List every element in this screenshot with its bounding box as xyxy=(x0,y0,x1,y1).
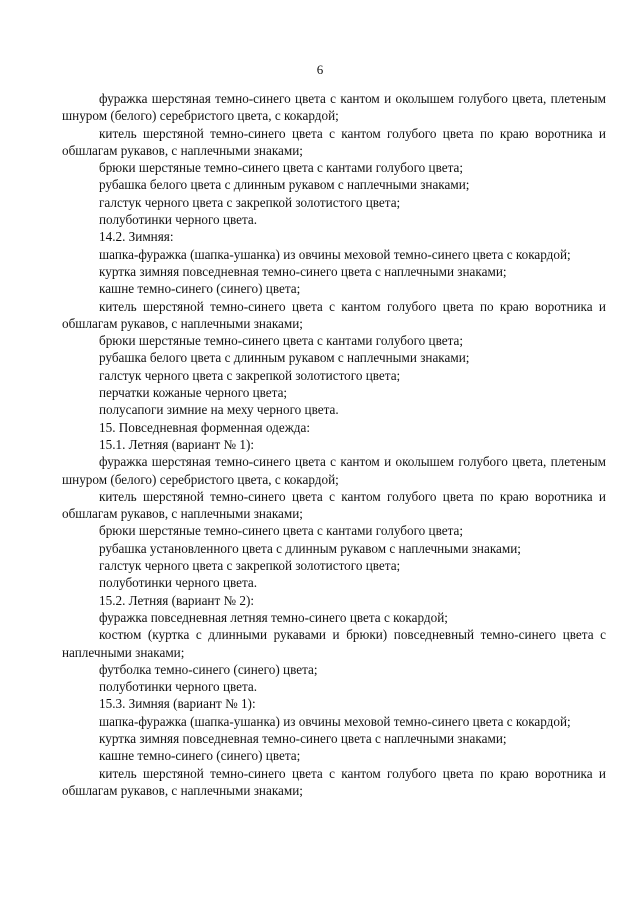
paragraph: фуражка шерстяная темно-синего цвета с кантом и околышем голубого цвета, плетеным шнуром (белого) серебристого цвета, с кокардой; xyxy=(62,454,606,487)
paragraph: полуботинки черного цвета. xyxy=(99,212,258,228)
paragraph: рубашка белого цвета с длинным рукавом с наплечными знаками; xyxy=(99,177,470,193)
paragraph: куртка зимняя повседневная темно-синего цвета с наплечными знаками; xyxy=(99,730,507,746)
paragraph: костюм (куртка с длинными рукавами и брюки) повседневный темно-синего цвета с наплечными знаками; xyxy=(62,627,606,660)
paragraph: китель шерстяной темно-синего цвета с кантом голубого цвета по краю воротника и обшлагам рукавов, с наплечными знаками; xyxy=(62,488,606,522)
paragraph: китель шерстяной темно-синего цвета с кантом голубого цвета по краю воротника и обшлагам рукавов, с наплечными знаками; xyxy=(62,298,606,331)
paragraph: куртка зимняя повседневная темно-синего цвета с наплечными знаками; xyxy=(99,263,507,279)
document-body xyxy=(62,90,606,799)
paragraph: фуражка повседневная летняя темно-синего цвета с кокардой; xyxy=(99,609,448,625)
paragraph: китель шерстяной темно-синего цвета с кантом голубого цвета по краю воротника и обшлагам рукавов, с наплечными знаками; xyxy=(62,125,606,158)
paragraph: рубашка белого цвета с длинным рукавом с наплечными знаками; xyxy=(99,350,470,366)
paragraph: перчатки кожаные черного цвета; xyxy=(99,385,288,401)
paragraph: кашне темно-синего (синего) цвета; xyxy=(99,748,301,764)
paragraph: галстук черного цвета с закрепкой золотистого цвета; xyxy=(99,194,401,210)
paragraph: шапка-фуражка (шапка-ушанка) из овчины меховой темно-синего цвета с кокардой; xyxy=(99,246,571,262)
paragraph: рубашка установленного цвета с длинным рукавом с наплечными знаками; xyxy=(99,540,521,556)
paragraph: китель шерстяной темно-синего цвета с кантом голубого цвета по краю воротника и обшлагам рукавов, с наплечными знаками; xyxy=(62,765,606,798)
section-heading: 15.2. Летняя (вариант № 2): xyxy=(99,592,255,608)
paragraph: шапка-фуражка (шапка-ушанка) из овчины меховой темно-синего цвета с кокардой; xyxy=(99,713,571,729)
paragraph: полусапоги зимние на меху черного цвета. xyxy=(99,402,339,418)
section-heading: 15. Повседневная форменная одежда: xyxy=(99,419,311,435)
paragraph: галстук черного цвета с закрепкой золотистого цвета; xyxy=(99,367,401,383)
section-heading: 15.3. Зимняя (вариант № 1): xyxy=(99,696,256,712)
paragraph: галстук черного цвета с закрепкой золотистого цвета; xyxy=(99,558,401,574)
paragraph: полуботинки черного цвета. xyxy=(99,575,258,591)
page-number: 6 xyxy=(316,62,324,77)
section-heading: 15.1. Летняя (вариант № 1): xyxy=(99,436,255,452)
section-heading: 14.2. Зимняя: xyxy=(99,229,174,245)
paragraph: футболка темно-синего (синего) цвета; xyxy=(99,661,318,677)
paragraph: кашне темно-синего (синего) цвета; xyxy=(99,281,301,297)
paragraph: брюки шерстяные темно-синего цвета с кантами голубого цвета; xyxy=(99,523,464,539)
paragraph: брюки шерстяные темно-синего цвета с кантами голубого цвета; xyxy=(99,333,464,349)
paragraph: полуботинки черного цвета. xyxy=(99,679,258,695)
paragraph: фуражка шерстяная темно-синего цвета с кантом и околышем голубого цвета, плетеным шнуром (белого) серебристого цвета, с кокардой; xyxy=(62,91,606,124)
paragraph: брюки шерстяные темно-синего цвета с кантами голубого цвета; xyxy=(99,160,464,176)
